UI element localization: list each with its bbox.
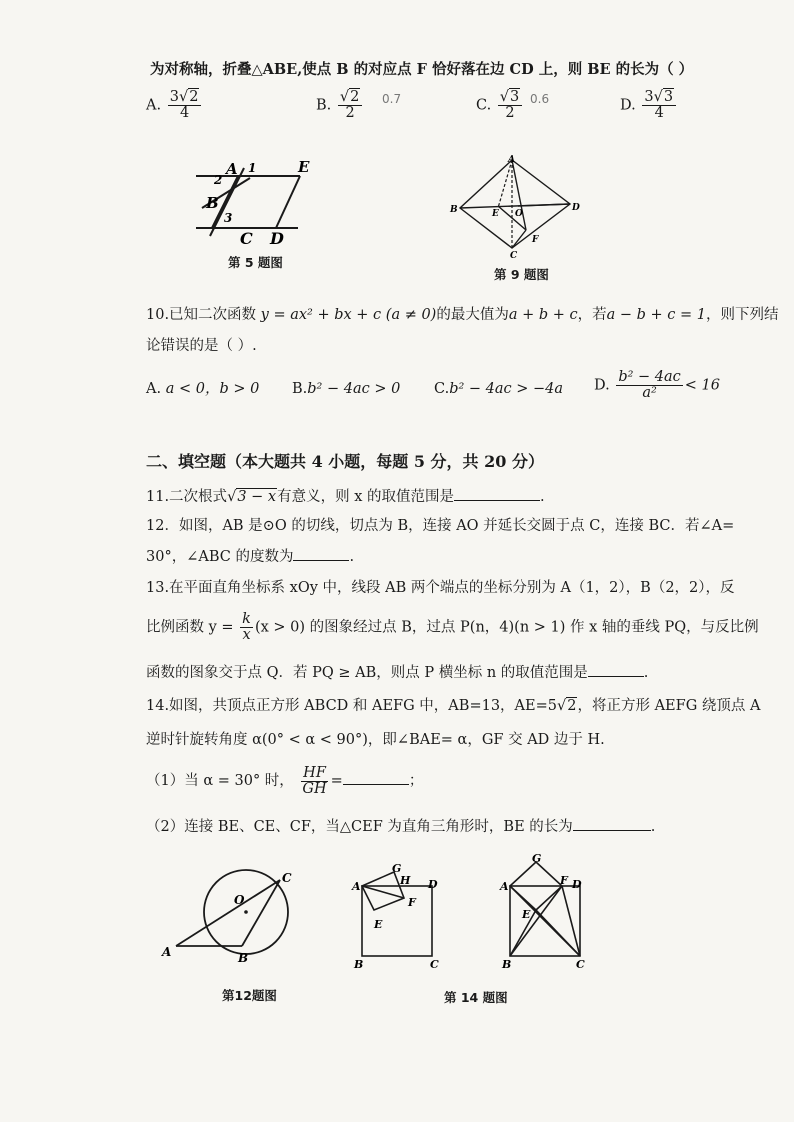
fig9-label-a: A: [508, 155, 515, 165]
figure-12: [156, 862, 296, 972]
fig5-label-e: E: [298, 158, 310, 176]
fig14b-label-b: B: [502, 958, 512, 971]
fig14b-label-e: E: [522, 908, 531, 921]
q12-answer-blank[interactable]: [293, 546, 349, 561]
q13-line1: 13.在平面直角坐标系 xOy 中，线段 AB 两个端点的坐标分别为 A（1，2），B（2，2），反: [146, 580, 735, 596]
fig5-label-a: A: [226, 160, 238, 178]
fig14b-label-c: C: [576, 958, 585, 971]
q10-line2: 论错误的是（ ）.: [146, 338, 257, 354]
q14-part1-answer-blank[interactable]: [343, 770, 409, 785]
fig14a-label-h: H: [400, 874, 411, 887]
fig9-label-c: C: [510, 251, 518, 260]
fig14a-label-e: E: [374, 918, 383, 931]
q9-option-b: B. $\frac{√2}{2}$: [316, 90, 364, 121]
q10-option-a: A. a < 0，b > 0: [146, 381, 260, 397]
q9-option-a: A. $\frac{3√2}{4}$: [146, 90, 203, 121]
q9-option-d: D. $\frac{3√3}{4}$: [620, 90, 678, 121]
fig12-label-a: A: [162, 945, 172, 959]
q13-line3: 函数的图象交于点 Q．若 PQ ≥ AB，则点 P 横坐标 n 的取值范围是 .: [146, 662, 648, 683]
fig5-label-d: D: [270, 229, 284, 248]
fig5-caption: 第 5 题图: [228, 255, 283, 270]
fig5-label-1: 1: [248, 161, 257, 175]
q10-line1: 10.已知二次函数 y = ax² + bx + c (a ≠ 0)的最大值为a + b + c，若a − b + c = 1，则下列结: [146, 307, 779, 323]
section-2-title: 二、填空题（本大题共 4 小题，每题 5 分，共 20 分）: [146, 452, 544, 471]
q9-option-c: C. $\frac{√3}{2}$: [476, 90, 524, 121]
fig12-label-o: O: [234, 893, 245, 907]
fig14a-label-f: F: [408, 896, 416, 909]
q13-line2: 比例函数 y = $\frac{k}{x}$ (x > 0) 的图象经过点 B，过点 P(n，4)(n > 1) 作 x 轴的垂线 PQ，与反比例: [146, 611, 759, 643]
figure-5: [190, 150, 330, 250]
fig14b-label-g: G: [532, 852, 542, 865]
figure-9: [446, 152, 586, 260]
fig9-label-d: D: [572, 203, 580, 213]
fig5-label-c: C: [240, 229, 253, 248]
q11-answer-blank[interactable]: [454, 486, 540, 501]
fig5-label-b: B: [206, 194, 219, 212]
q14-line2: 逆时针旋转角度 α(0° < α < 90°)，即∠BAE= α，GF 交 AD 边于 H.: [146, 732, 605, 748]
fig14a-label-c: C: [430, 958, 439, 971]
fig9-label-e: E: [492, 209, 499, 219]
fig12-label-b: B: [238, 951, 249, 965]
handwritten-note-1: 0.7: [382, 92, 402, 106]
q14-line1: 14.如图，共顶点正方形 ABCD 和 AEFG 中，AB=13，AE=5√2，将正方形 AEFG 绕顶点 A: [146, 698, 761, 714]
q12-line1: 12．如图，AB 是⊙O 的切线，切点为 B，连接 AO 并延长交圆于点 C，连接 BC．若∠A=: [146, 518, 735, 534]
figure-14a: [348, 860, 448, 975]
fig9-label-f: F: [532, 235, 539, 245]
fig14a-label-b: B: [354, 958, 364, 971]
q12-line2: 30°，∠ABC 的度数为 .: [146, 546, 354, 567]
fig9-label-o: O: [515, 209, 523, 219]
fig14b-label-a: A: [500, 880, 509, 893]
fig14a-label-a: A: [352, 880, 361, 893]
fig14b-label-f: F: [560, 874, 568, 887]
fig5-label-2: 2: [214, 173, 223, 187]
fig14b-label-d: D: [572, 878, 582, 891]
q14-part2: （2）连接 BE、CE、CF，当△CEF 为直角三角形时，BE 的长为 .: [146, 816, 655, 837]
handwritten-note-2: 0.6: [530, 92, 550, 106]
q14-part1: （1）当 α = 30° 时， $\frac{HF}{GH}$ = ；: [146, 764, 424, 797]
q9-stem: 为对称轴，折叠△ABE,使点 B 的对应点 F 恰好落在边 CD 上，则 BE 的长为（ ）: [150, 61, 694, 78]
fig9-caption: 第 9 题图: [494, 267, 549, 282]
q10-option-b: B.b² − 4ac > 0: [292, 381, 401, 397]
figure-14b: [496, 852, 596, 976]
fig14a-label-d: D: [428, 878, 438, 891]
q10-option-d: D. $\frac{\text{b² − 4ac}}{\text{a²}}$ < 16: [594, 369, 721, 401]
fig14a-label-g: G: [392, 862, 402, 875]
fig14-caption: 第 14 题图: [444, 990, 508, 1005]
q14-part2-answer-blank[interactable]: [573, 816, 651, 831]
fig9-label-b: B: [450, 205, 458, 215]
q13-answer-blank[interactable]: [588, 662, 644, 677]
fig5-label-3: 3: [224, 211, 233, 225]
fig12-label-c: C: [282, 871, 292, 885]
q11: 11.二次根式√3 − x有意义，则 x 的取值范围是 .: [146, 486, 545, 507]
fig12-caption: 第12题图: [222, 988, 277, 1003]
q10-option-c: C.b² − 4ac > −4a: [434, 381, 564, 397]
